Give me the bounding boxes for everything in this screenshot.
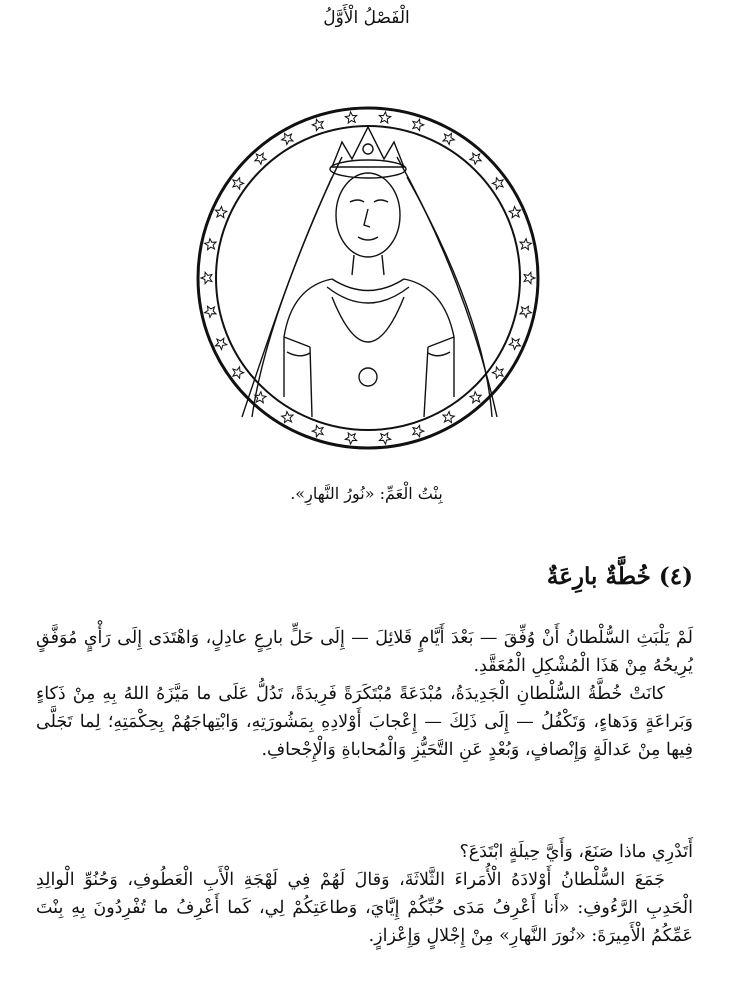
frame-star: [520, 239, 531, 250]
frame-star: [443, 412, 454, 423]
paragraph: أَتَدْرِي ماذا صَنَعَ، وَأَيَّ حِيلَةٍ ابْتَدَعَ؟: [459, 842, 693, 862]
frame-star: [492, 178, 503, 189]
frame-star: [233, 178, 244, 189]
frame-star: [205, 306, 216, 317]
paragraph: كانَتْ خُطَّةُ السُّلْطانِ الْجَدِيدَةُ، مُبْدَعَةً مُبْتَكَرَةً فَرِيدَةً، تَدُلُّ عَلَى ما مَيَّزَهُ اللهُ بِهِ مِنْ ذَكاءٍ وَبَراعَةٍ وَدَهاءٍ، وَتَكْفُلُ — إِلَى ذَلِكَ — إِعْجابَ أَوْلادِهِ بِمَشُورَتِهِ، وَابْتِهاجَهُمْ بِحِكْمَتِهِ؛ لِما تَجَلَّى فِيها مِنْ عَدالَةٍ وَإِنْصافٍ، وَبُعْدٍ عَنِ التَّحَيُّزِ وَالْمُحاباةِ وَالْإِجْحافِ.: [36, 684, 693, 760]
frame-star: [524, 272, 535, 283]
frame-star: [470, 153, 481, 164]
section-heading: (٤) خُطَّةٌ بارِعَةٌ: [546, 563, 693, 590]
frame-star: [205, 239, 216, 250]
illustration-caption: بِنْتُ الْعَمِّ: «نُورُ النَّهارِ».: [290, 484, 443, 503]
text-block: [36, 624, 693, 764]
frame-star: [443, 133, 454, 144]
text-block: [36, 838, 693, 950]
chapter-header: الْفَصْلُ الْأَوَّلُ: [323, 8, 410, 28]
frame-star: [509, 207, 520, 218]
frame-star: [312, 119, 323, 130]
frame-star: [492, 367, 503, 378]
frame-star: [413, 119, 424, 130]
frame-star: [282, 133, 293, 144]
frame-star: [470, 392, 481, 403]
frame-star: [215, 338, 226, 349]
frame-star: [255, 153, 266, 164]
frame-star: [345, 112, 356, 123]
frame-star: [520, 306, 531, 317]
frame-star: [413, 425, 424, 436]
paragraph: جَمَعَ السُّلْطانُ أَوْلادَهُ الْأُمَراءَ الثَّلاثَةَ، وَقالَ لَهُمْ فِي لَهْجَةِ الْأَبِ الْعَطُوفِ، وَحُنُوِّ الْوالِدِ الْحَدِبِ الرَّءُوفِ: «أَنا أَعْرِفُ مَدَى حُبِّكُمْ إِيَّايَ، وَطاعَتِكُمْ لِي، كَما أَعْرِفُ ما تُفْرِدُونَ بِهِ بِنْتَ عَمِّكُمُ الْأَمِيرَةَ: «نُورَ النَّهارِ» مِنْ إِجْلالٍ وَإِعْزازٍ.: [36, 870, 693, 946]
frame-star: [233, 367, 244, 378]
frame-star: [379, 433, 390, 444]
frame-star: [312, 425, 323, 436]
frame-star: [215, 207, 226, 218]
frame-star: [201, 272, 212, 283]
frame-star: [282, 412, 293, 423]
frame-star: [509, 338, 520, 349]
frame-star: [345, 433, 356, 444]
frame-star: [379, 112, 390, 123]
paragraph: لَمْ يَلْبَثِ السُّلْطانُ أَنْ وُفِّقَ — بَعْدَ أَيَّامٍ قَلائِلَ — إِلَى حَلٍّ بارِعٍ عادِلٍ، وَاهْتَدَى إِلَى رَأْيٍ مُوَفَّقٍ يُرِيحُهُ مِنْ هَذَا الْمُشْكِلِ الْمُعَقَّدِ.: [36, 628, 693, 676]
portrait-illustration: [192, 97, 544, 459]
